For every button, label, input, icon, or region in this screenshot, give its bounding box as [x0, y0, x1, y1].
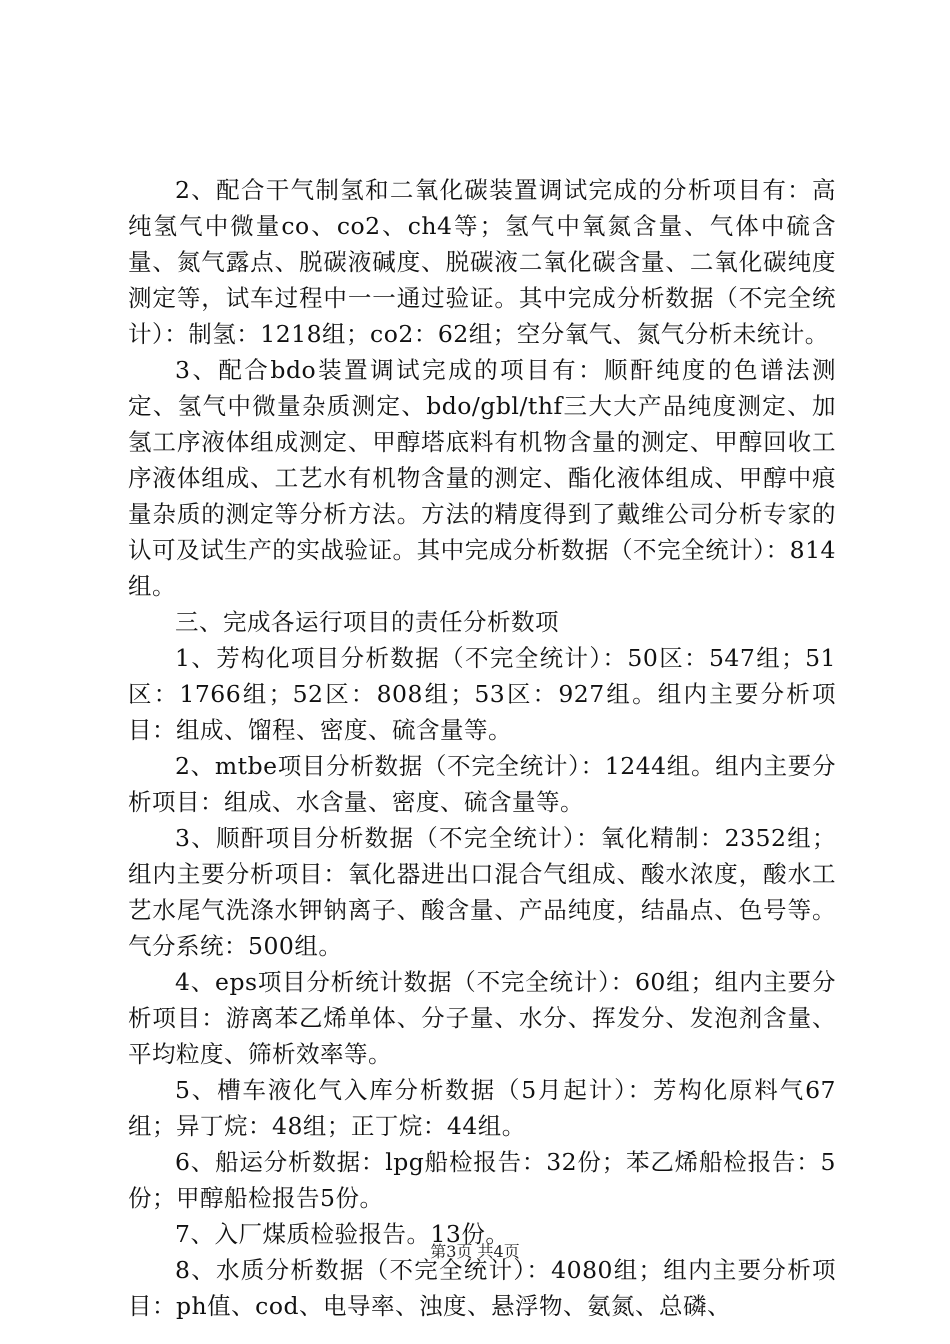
- page-number-label: 第3页 共4页: [430, 1242, 520, 1261]
- section-heading-responsibility: 三、完成各运行项目的责任分析数项: [175, 608, 559, 636]
- paragraph-hydrogen-co2-analysis: 2、配合干气制氢和二氧化碳装置调试完成的分析项目有：高纯氢气中微量co、co2、ch4等；氢气中氧氮含量、气体中硫含量、氮气露点、脱碳液碱度、脱碳液二氧化碳含量、二氧化碳纯度测定等，试车过程中一一通过验证。其中完成分析数据（不完全统计）：制氢：1218组；co2：62组；空分氧气、氮气分析未统计。: [128, 176, 836, 348]
- paragraph-maleic-anhydride: 3、顺酐项目分析数据（不完全统计）：氧化精制：2352组；组内主要分析项目：氧化器进出口混合气组成、酸水浓度，酸水工艺水尾气洗涤水钾钠离子、酸含量、产品纯度，结晶点、色号等。气分系统：500组。: [128, 824, 836, 960]
- paragraph-eps: 4、eps项目分析统计数据（不完全统计）：60组；组内主要分析项目：游离苯乙烯单体、分子量、水分、挥发分、发泡剂含量、平均粒度、筛析效率等。: [128, 968, 836, 1068]
- paragraph-ship-analysis: 6、船运分析数据：lpg船检报告：32份；苯乙烯船检报告：5份；甲醇船检报告5份。: [128, 1148, 836, 1212]
- paragraph-aromatization: 1、芳构化项目分析数据（不完全统计）：50区：547组；51区：1766组；52区：808组；53区：927组。组内主要分析项目：组成、馏程、密度、硫含量等。: [128, 644, 836, 744]
- paragraph-water-quality: 8、水质分析数据（不完全统计）：4080组；组内主要分析项目：ph值、cod、电导率、浊度、悬浮物、氨氮、总磷、: [128, 1256, 836, 1320]
- paragraph-lpg-tanker: 5、槽车液化气入库分析数据（5月起计）：芳构化原料气67组；异丁烷：48组；正丁烷：44组。: [128, 1076, 836, 1140]
- paragraph-bdo-analysis: 3、配合bdo装置调试完成的项目有：顺酐纯度的色谱法测定、氢气中微量杂质测定、bdo/gbl/thf三大大产品纯度测定、加氢工序液体组成测定、甲醇塔底料有机物含量的测定、甲醇回收工序液体组成、工艺水有机物含量的测定、酯化液体组成、甲醇中痕量杂质的测定等分析方法。方法的精度得到了戴维公司分析专家的认可及试生产的实战验证。其中完成分析数据（不完全统计）：814组。: [128, 356, 836, 600]
- document-body: [128, 172, 836, 1324]
- paragraph-coal-inspection: 7、入厂煤质检验报告。13份。: [175, 1220, 510, 1248]
- paragraph-mtbe: 2、mtbe项目分析数据（不完全统计）：1244组。组内主要分析项目：组成、水含量、密度、硫含量等。: [128, 752, 836, 816]
- page-footer: [0, 1242, 950, 1262]
